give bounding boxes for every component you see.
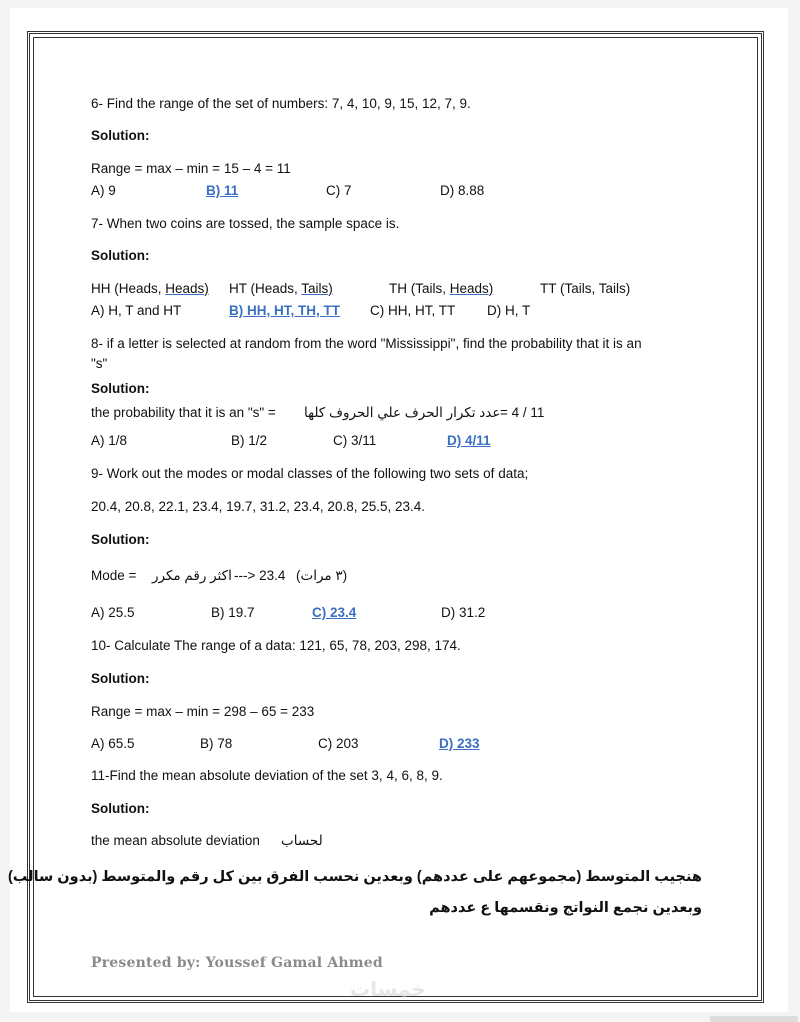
q9-work-arabic: اكثر رقم مكرر — [152, 568, 232, 583]
q10-option-d-correct: D) 233 — [439, 736, 480, 751]
q9-option-b: B) 19.7 — [211, 605, 255, 620]
q11-explanation-line1: هنجيب المتوسط (مجموعهم على عددهم) وبعدين نحسب الفرق بين كل رقم والمتوسط (بدون سالب) — [7, 869, 702, 885]
q7-solution-label: Solution: — [91, 248, 150, 263]
q8-question-line1: 8- if a letter is selected at random from the word "Mississippi", find the probability that it is an — [91, 336, 642, 351]
q9-option-a: A) 25.5 — [91, 605, 135, 620]
q7-outcome-th: TH (Tails, Heads) — [389, 281, 494, 296]
q8-work-text: the probability that it is an "s" = — [91, 405, 276, 420]
q6-option-d: D) 8.88 — [440, 183, 485, 198]
q9-option-c-correct: C) 23.4 — [312, 605, 357, 620]
page-border-inner — [33, 37, 758, 997]
q10-solution-label: Solution: — [91, 671, 150, 686]
q6-option-c: C) 7 — [326, 183, 352, 198]
q10-option-b: B) 78 — [200, 736, 233, 751]
q9-option-d: D) 31.2 — [441, 605, 486, 620]
q7-option-b-correct: B) HH, HT, TH, TT — [229, 303, 340, 318]
q9-question: 9- Work out the modes or modal classes of the following two sets of data; — [91, 466, 529, 481]
q7-outcome-tt: TT (Tails, Tails) — [540, 281, 631, 296]
q8-option-b: B) 1/2 — [231, 433, 268, 448]
q9-work-mode: Mode = — [91, 568, 137, 583]
q8-work-result: = 4 / 11 — [500, 405, 545, 420]
q9-data: 20.4, 20.8, 22.1, 23.4, 19.7, 31.2, 23.4, 20.8, 25.5, 23.4. — [91, 499, 426, 514]
q9-solution-label: Solution: — [91, 532, 150, 547]
q11-work-arabic: لحساب — [281, 833, 323, 848]
q8-work-arabic: عدد تكرار الحرف علي الحروف كلها — [304, 405, 501, 420]
q6-work: Range = max – min = 15 – 4 = 11 — [91, 161, 291, 176]
q10-work: Range = max – min = 298 – 65 = 233 — [91, 704, 315, 719]
q8-option-a: A) 1/8 — [91, 433, 128, 448]
q7-outcome-ht: HT (Heads, Tails) — [229, 281, 333, 296]
q6-option-b-correct: B) 11 — [206, 183, 239, 198]
q6-question: 6- Find the range of the set of numbers: 7, 4, 10, 9, 15, 12, 7, 9. — [91, 96, 471, 111]
q7-outcome-hh: HH (Heads, Heads) — [91, 281, 209, 296]
q7-option-c: C) HH, HT, TT — [370, 303, 456, 318]
q8-question-line2: "s" — [91, 356, 108, 371]
q9-work-arrow: ---> 23.4 — [234, 568, 286, 583]
q11-explanation-line2: وبعدين نجمع النواتج ونقسمها ع عددهم — [429, 900, 702, 916]
q10-option-a: A) 65.5 — [91, 736, 135, 751]
q9-work-note: (٣ مرات) — [296, 568, 348, 583]
q7-option-d: D) H, T — [487, 303, 531, 318]
q11-question: 11-Find the mean absolute deviation of the set 3, 4, 6, 8, 9. — [91, 768, 443, 783]
q10-option-c: C) 203 — [318, 736, 359, 751]
q8-solution-label: Solution: — [91, 381, 150, 396]
q8-option-d-correct: D) 4/11 — [447, 433, 491, 448]
presenter-footer: Presented by: Youssef Gamal Ahmed — [91, 955, 383, 971]
watermark: خمسات — [350, 979, 426, 1001]
q6-option-a: A) 9 — [91, 183, 116, 198]
scrollbar-corner[interactable] — [710, 1016, 798, 1022]
q7-question: 7- When two coins are tossed, the sample space is. — [91, 216, 400, 231]
q6-solution-label: Solution: — [91, 128, 150, 143]
q11-work-text: the mean absolute deviation — [91, 833, 260, 848]
q7-option-a: A) H, T and HT — [91, 303, 182, 318]
q8-option-c: C) 3/11 — [333, 433, 377, 448]
q10-question: 10- Calculate The range of a data: 121, 65, 78, 203, 298, 174. — [91, 638, 461, 653]
q11-solution-label: Solution: — [91, 801, 150, 816]
